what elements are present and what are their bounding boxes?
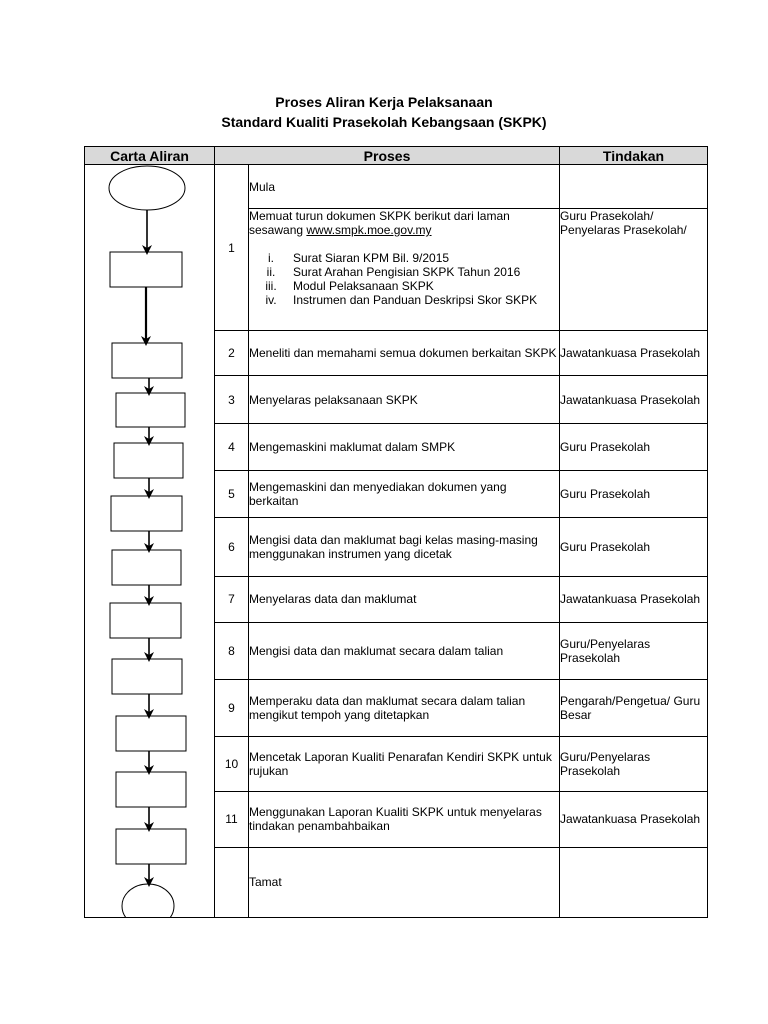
process-step: Meneliti dan memahami semua dokumen berkaitan SKPK — [249, 331, 560, 376]
flowchart-process-box — [112, 659, 182, 694]
list-item: i. Surat Siaran KPM Bil. 9/2015 — [268, 251, 450, 266]
step-number: 7 — [215, 576, 249, 622]
flowchart-process-box — [116, 829, 186, 864]
flowchart-process-box — [116, 393, 185, 427]
action-step: Guru Prasekolah — [560, 471, 708, 518]
process-step: Mengemaskini maklumat dalam SMPK — [249, 424, 560, 471]
process-step: Mengemaskini dan menyediakan dokumen yang berkaitan — [249, 471, 560, 518]
process-step: Mencetak Laporan Kualiti Penarafan Kendiri SKPK untuk rujukan — [249, 736, 560, 791]
action-end — [560, 847, 708, 917]
action-step: Jawatankuasa Prasekolah — [560, 376, 708, 424]
document-title: Proses Aliran Kerja Pelaksanaan — [275, 94, 493, 110]
action-step: Jawatankuasa Prasekolah — [560, 331, 708, 376]
flowchart-process-box — [112, 550, 181, 585]
flowchart-end-terminal — [122, 884, 174, 917]
document-subtitle: Standard Kualiti Prasekolah Kebangsaan (SKPK) — [221, 114, 547, 130]
step-number: 5 — [215, 471, 249, 518]
list-item: ii. Surat Arahan Pengisian SKPK Tahun 2016 — [266, 265, 521, 280]
action-step-1: Guru Prasekolah/ Penyelaras Prasekolah/ — [560, 209, 708, 331]
flowchart-process-box — [116, 772, 186, 807]
table-row-start — [85, 165, 708, 209]
step-number: 11 — [215, 791, 249, 847]
step-number-start: 1 — [215, 165, 249, 331]
action-step: Guru Prasekolah — [560, 518, 708, 576]
step-number: 2 — [215, 331, 249, 376]
flowchart-process-box — [111, 496, 182, 531]
process-end: Tamat — [249, 847, 560, 917]
step-number: 6 — [215, 518, 249, 576]
process-start: Mula — [249, 165, 560, 209]
step-number: 10 — [215, 736, 249, 791]
process-step: Memperaku data dan maklumat secara dalam talian mengikut tempoh yang ditetapkan — [249, 679, 560, 736]
flowchart-process-box — [110, 252, 182, 287]
process-step: Mengisi data dan maklumat secara dalam talian — [249, 622, 560, 679]
table-header-row — [85, 147, 708, 165]
process-step: Mengisi data dan maklumat bagi kelas masing-masing menggunakan instrumen yang dicetak — [249, 518, 560, 576]
flowchart-process-box — [116, 716, 186, 751]
workflow-table — [84, 146, 708, 918]
column-header-proses: Proses — [215, 147, 560, 165]
step-number: 3 — [215, 376, 249, 424]
step-number: 4 — [215, 424, 249, 471]
document-list — [249, 251, 559, 307]
flowchart-process-box — [110, 603, 181, 638]
column-header-carta-aliran: Carta Aliran — [85, 147, 215, 165]
flowchart-column — [85, 165, 215, 918]
flowchart-process-box — [114, 443, 183, 478]
column-header-tindakan: Tindakan — [560, 147, 708, 165]
list-item: iv. Instrumen dan Panduan Deskripsi Skor SKPK — [265, 293, 538, 308]
action-step: Pengarah/Pengetua/ Guru Besar — [560, 679, 708, 736]
action-step: Guru/Penyelaras Prasekolah — [560, 622, 708, 679]
step-number: 8 — [215, 622, 249, 679]
action-step: Guru Prasekolah — [560, 424, 708, 471]
smpk-website-link[interactable]: www.smpk.moe.gov.my — [306, 223, 432, 238]
action-start — [560, 165, 708, 209]
flowchart-process-box — [112, 343, 182, 378]
process-step: Menyelaras pelaksanaan SKPK — [249, 376, 560, 424]
process-step-1-intro: Memuat turun dokumen SKPK berikut dari laman sesawang — [249, 209, 510, 238]
process-step: Menggunakan Laporan Kualiti SKPK untuk menyelaras tindakan penambahbaikan — [249, 791, 560, 847]
action-step: Jawatankuasa Prasekolah — [560, 791, 708, 847]
flowchart-diagram — [85, 165, 215, 917]
process-step-1 — [249, 209, 560, 331]
action-step: Jawatankuasa Prasekolah — [560, 576, 708, 622]
step-number-end — [215, 847, 249, 917]
list-item: iii. Modul Pelaksanaan SKPK — [265, 279, 434, 294]
flowchart-start-terminal — [109, 166, 185, 210]
process-step: Menyelaras data dan maklumat — [249, 576, 560, 622]
step-number: 9 — [215, 679, 249, 736]
action-step: Guru/Penyelaras Prasekolah — [560, 736, 708, 791]
